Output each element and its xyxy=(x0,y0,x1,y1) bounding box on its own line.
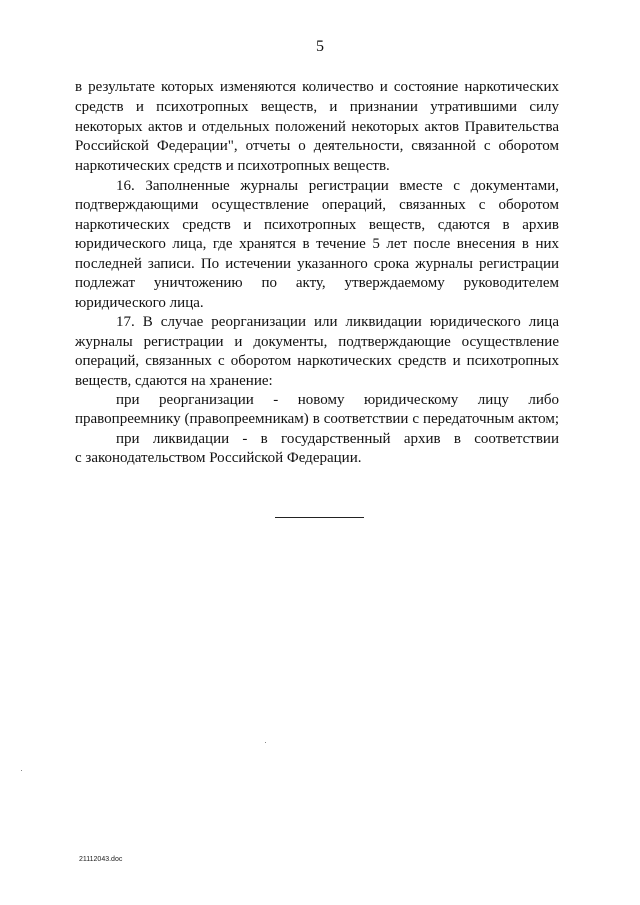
end-rule xyxy=(275,517,364,518)
text-line: при реорганизации - новому юридическому лицу либо xyxy=(116,392,559,408)
scan-speck xyxy=(265,742,266,743)
text-line: средств и психотропных веществ, и признании утратившими силу xyxy=(75,99,559,115)
text-line: операций, связанных с оборотом наркотических средств и психотропных xyxy=(75,353,559,369)
text-line: наркотических средств и психотропных веществ, сдаются в архив xyxy=(75,217,559,233)
text-line: в результате которых изменяются количество и состояние наркотических xyxy=(75,79,559,95)
text-line: журналы регистрации и документы, подтверждающие осуществление xyxy=(75,334,559,350)
text-line: веществ, сдаются на хранение: xyxy=(75,373,273,389)
text-line: наркотических средств и психотропных веществ. xyxy=(75,158,390,174)
text-line: подлежат уничтожению по акту, утверждаемому руководителем xyxy=(75,275,559,291)
text-line: 16. Заполненные журналы регистрации вместе с документами, xyxy=(116,178,559,194)
text-line: Российской Федерации", отчеты о деятельности, связанной с оборотом xyxy=(75,138,559,154)
file-name-footer: 21112043.doc xyxy=(79,856,123,863)
scan-speck xyxy=(21,770,22,771)
text-line: при ликвидации - в государственный архив в соответствии xyxy=(116,431,559,447)
text-line: некоторых актов и отдельных положений некоторых актов Правительства xyxy=(75,119,559,135)
text-line: юридического лица. xyxy=(75,295,204,311)
text-line: 17. В случае реорганизации или ликвидации юридического лица xyxy=(116,314,559,330)
page-number: 5 xyxy=(316,38,324,55)
text-line: подтверждающими осуществление операций, связанных с оборотом xyxy=(75,197,559,213)
text-line: юридического лица, где хранятся в течение 5 лет после внесения в них xyxy=(75,236,559,252)
text-line: правопреемнику (правопреемникам) в соответствии с передаточным актом; xyxy=(75,411,559,427)
text-line: последней записи. По истечении указанного срока журналы регистрации xyxy=(75,256,559,272)
text-line: с законодательством Российской Федерации. xyxy=(75,450,362,466)
